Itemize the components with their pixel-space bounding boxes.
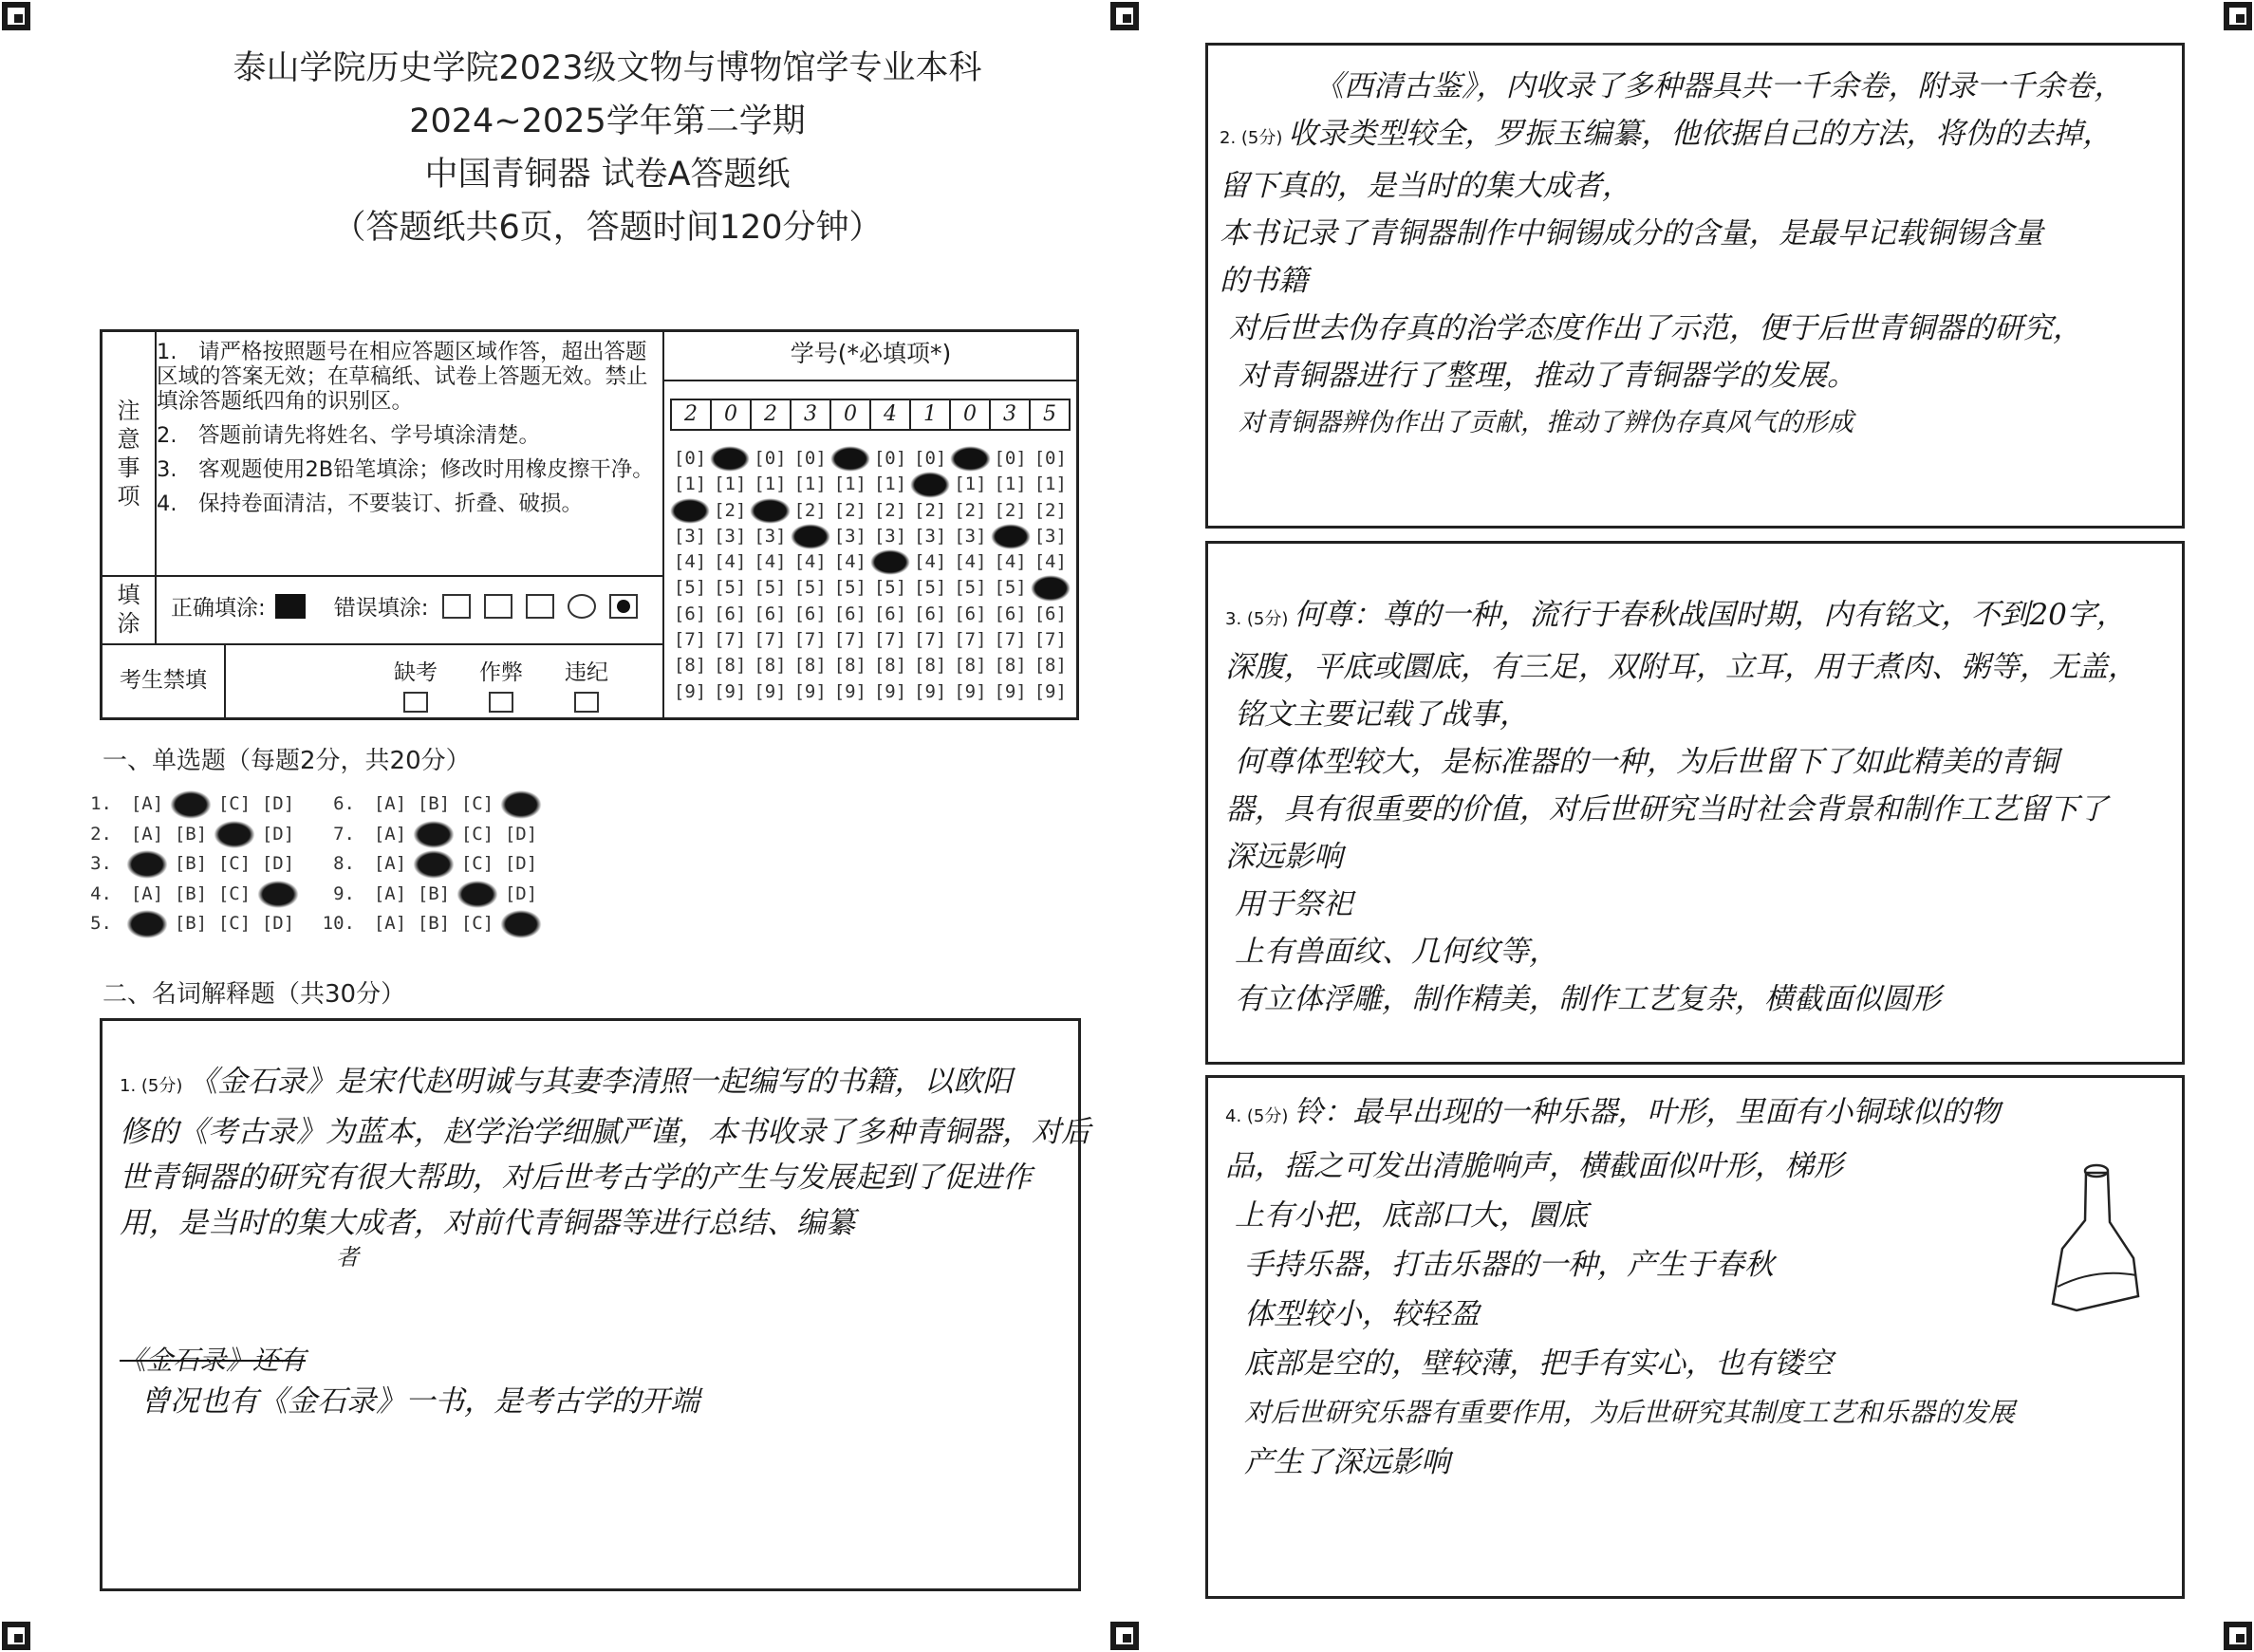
mcq-question [74,789,300,820]
option-bubble[interactable]: [B] [174,853,208,874]
bubble[interactable]: [8] [793,655,827,677]
option-bubble[interactable]: [A] [130,793,164,814]
bubble[interactable]: [3] [754,525,787,547]
filled-option-bubble[interactable] [125,909,169,939]
bubble[interactable]: [4] [714,551,747,573]
filled-bubble[interactable] [991,524,1031,549]
handwritten-line: 何尊：尊的一种，流行于春秋战国时期，内有铭文，不到20字， [1294,598,2126,632]
handwritten-line: 用，是当时的集大成者，对前代青铜器等进行总结、编纂 [120,1206,855,1240]
question-number: 3. [90,853,112,874]
option-bubble[interactable]: [A] [373,882,407,904]
student-id-digit: 2 [750,399,792,431]
filled-bubble[interactable] [791,524,830,549]
fill-label [102,575,157,643]
handwritten-line: 上有兽面纹、几何纹等， [1235,935,1558,969]
filled-bubble[interactable] [1031,575,1071,601]
option-bubble[interactable]: [A] [130,882,164,904]
option-bubble[interactable]: [D] [504,823,538,845]
bubble[interactable]: [9] [954,680,987,702]
bubble-row [670,524,1071,549]
bubble[interactable]: [7] [754,629,787,651]
option-bubble[interactable]: [C] [217,882,251,904]
bubble[interactable]: [1] [1034,473,1067,495]
option-bubble[interactable]: [A] [130,823,164,845]
bubble[interactable]: [8] [873,655,907,677]
bubble[interactable]: [9] [833,680,866,702]
wrong-fill-label: 错误填涂: [333,596,429,621]
answer-box-q2[interactable] [1205,43,2185,529]
option-bubble[interactable]: [C] [217,853,251,874]
notice-item: 1. 请严格按照题号在相应答题区域作答，超出答题区域的答案无效；在草稿纸、试卷上答题无效。禁止填涂答题纸四角的识别区。 [157,340,648,414]
bubble[interactable]: [6] [673,603,707,624]
filled-bubble[interactable] [750,498,790,524]
option-bubble[interactable]: [C] [460,853,494,874]
bubble[interactable]: [2] [994,499,1027,521]
option-bubble[interactable]: [C] [460,793,494,814]
registration-mark-top-right [2224,2,2252,30]
filled-option-bubble[interactable] [169,789,213,820]
header-line-3: 中国青铜器 试卷A答题纸 [424,156,791,194]
struck-text: 《金石录》还有 [120,1345,307,1376]
bubble[interactable]: [4] [793,551,827,573]
fill-label-text: 填涂 [117,582,140,637]
student-id-digit: 4 [869,399,911,431]
answer-box-q1[interactable] [100,1018,1090,1591]
option-bubble[interactable]: [B] [174,913,208,934]
bubble[interactable]: [8] [1034,655,1067,677]
bubble[interactable]: [2] [873,499,907,521]
bubble[interactable]: [9] [673,680,707,702]
question-number: 9. [333,882,355,904]
absent-checkbox[interactable] [403,692,428,713]
mcq-question [74,880,300,910]
violation-field[interactable] [549,655,624,713]
bubble[interactable]: [4] [914,551,947,573]
registration-mark-bottom-left [2,1622,30,1650]
option-bubble[interactable]: [A] [373,793,407,814]
handwritten-line: 产生了深远影响 [1244,1445,1450,1479]
mcq-question [317,909,543,939]
handwritten-line: 修的《考古录》为蓝本，赵学治学细腻严谨，本书收录了多种青铜器，对后 [120,1115,1090,1149]
bubble[interactable]: [5] [754,577,787,599]
bubble[interactable]: [5] [873,577,907,599]
bubble[interactable]: [6] [914,603,947,624]
handwritten-line: 铃：最早出现的一种乐器，叶形，里面有小铜球似的物 [1294,1095,2001,1129]
bubble[interactable]: [4] [1034,551,1067,573]
bubble-row [670,498,1071,524]
option-bubble[interactable]: [D] [504,853,538,874]
bubble[interactable]: [4] [954,551,987,573]
bubble[interactable]: [3] [914,525,947,547]
bubble[interactable]: [5] [994,577,1027,599]
bubble[interactable]: [1] [954,473,987,495]
question-number: 7. [333,823,355,845]
handwritten-line: 《西清古鉴》，内收录了多种器具共一千余卷，附录一千余卷， [1314,69,2124,103]
bubble[interactable]: [9] [714,680,747,702]
registration-mark-top-left [2,2,30,30]
bubble[interactable]: [7] [873,629,907,651]
handwritten-line: 品，摇之可发出清脆响声，横截面似叶形，梯形 [1225,1149,1843,1183]
bubble[interactable]: [3] [954,525,987,547]
absent-label: 缺考 [394,660,438,685]
question-number: 5. [90,913,112,934]
notice-label-text: 注意事项 [117,398,140,510]
bubble[interactable]: [9] [914,680,947,702]
bubble[interactable]: [2] [714,499,747,521]
handwritten-line: 对青铜器进行了整理，推动了青铜器学的发展。 [1239,359,1856,393]
cheat-field[interactable] [463,655,539,713]
bubble[interactable]: [4] [994,551,1027,573]
handwritten-line: 器，具有很重要的价值，对后世研究当时社会背景和制作工艺留下了 [1225,792,2108,826]
notice-list [157,340,655,526]
student-id-panel [662,332,1077,717]
filled-bubble[interactable] [910,472,950,497]
question-label: 2. (5分) [1220,128,1283,148]
bubble[interactable]: [4] [754,551,787,573]
header-line-1: 泰山学院历史学院2023级文物与博物馆学专业本科 [233,49,982,87]
bubble[interactable]: [1] [754,473,787,495]
bubble[interactable]: [1] [714,473,747,495]
bubble[interactable]: [2] [914,499,947,521]
bubble[interactable]: [3] [714,525,747,547]
handwritten-line: 留下真的，是当时的集大成者， [1220,169,1631,203]
bubble[interactable]: [8] [914,655,947,677]
notice-item: 4. 保持卷面清洁，不要装订、折叠、破损。 [157,492,583,516]
bubble[interactable]: [6] [793,603,827,624]
absent-field[interactable] [378,655,454,713]
bubble[interactable]: [0] [673,448,707,469]
option-bubble[interactable]: [D] [504,882,538,904]
filled-bubble[interactable] [870,549,910,575]
filled-option-bubble[interactable] [499,909,543,939]
correct-fill-example [275,594,306,619]
bubble[interactable]: [1] [994,473,1027,495]
bubble[interactable]: [7] [673,629,707,651]
bubble[interactable]: [2] [833,499,866,521]
mcq-question [317,880,543,910]
bubble-row [670,679,1071,705]
bubble[interactable]: [8] [714,655,747,677]
question-number: 4. [90,882,112,904]
bubble[interactable]: [0] [1034,448,1067,469]
bubble[interactable]: [0] [914,448,947,469]
student-id-digit: 0 [829,399,871,431]
fill-example-row [171,590,638,622]
student-id-digit: 3 [790,399,831,431]
bubble[interactable]: [4] [833,551,866,573]
student-id-digit: 2 [670,399,712,431]
mcq-question [317,789,543,820]
handwritten-line: 有立体浮雕，制作精美，制作工艺复杂，横截面似圆形 [1235,982,1941,1016]
filled-bubble[interactable] [670,498,710,524]
bubble[interactable]: [6] [954,603,987,624]
bubble-row [670,549,1071,575]
header-line-2: 2024~2025学年第二学期 [409,102,806,140]
bubble[interactable]: [8] [754,655,787,677]
handwritten-line: 深远影响 [1225,840,1343,874]
section-1-title: 一、单选题（每题2分，共20分） [102,747,471,775]
question-number: 6. [333,793,355,814]
registration-mark-bottom-center [1110,1622,1139,1650]
filled-option-bubble[interactable] [456,880,499,910]
option-bubble[interactable]: [B] [174,823,208,845]
student-id-digit: 5 [1029,399,1071,431]
bubble[interactable]: [1] [833,473,866,495]
option-bubble[interactable]: [C] [460,913,494,934]
bubble[interactable]: [6] [994,603,1027,624]
mcq-question [317,849,543,880]
handwritten-line: 收录类型较全，罗振玉编纂，他依据自己的方法，将伪的去掉， [1288,117,2113,151]
handwritten-line: 对后世去伪存真的治学态度作出了示范，便于后世青铜器的研究， [1229,311,2082,345]
mcq-column-2[interactable] [317,789,543,939]
bubble[interactable]: [0] [754,448,787,469]
question-number: 2. [90,823,112,845]
filled-option-bubble[interactable] [125,849,169,880]
bubble[interactable]: [9] [793,680,827,702]
bubble[interactable]: [3] [873,525,907,547]
bubble[interactable]: [7] [914,629,947,651]
bubble[interactable]: [7] [954,629,987,651]
bubble[interactable]: [2] [954,499,987,521]
bubble[interactable]: [2] [793,499,827,521]
correct-fill-label: 正确填涂: [171,596,266,621]
student-id-digit: 1 [909,399,951,431]
notice-item: 3. 客观题使用2B铅笔填涂；修改时用橡皮擦干净。 [157,457,654,482]
option-bubble[interactable]: [D] [261,853,295,874]
student-id-bubble-grid[interactable] [670,446,1071,705]
mcq-question [74,820,300,850]
bubble[interactable]: [3] [673,525,707,547]
registration-mark-bottom-right [2224,1622,2252,1650]
bubble[interactable]: [4] [673,551,707,573]
wrong-fill-example-3 [526,594,554,619]
option-bubble[interactable]: [D] [261,913,295,934]
handwritten-line: 用于祭祀 [1235,887,1352,921]
bubble[interactable]: [7] [994,629,1027,651]
handwritten-line: 对后世研究乐器有重要作用，为后世研究其制度工艺和乐器的发展 [1244,1397,2016,1428]
bubble[interactable]: [7] [1034,629,1067,651]
instruction-block [100,329,1079,720]
handwritten-line: 对青铜器辨伪作出了贡献，推动了辨伪存真风气的形成 [1239,408,1853,437]
bubble[interactable]: [5] [914,577,947,599]
student-id-title: 学号(*必填项*) [664,332,1077,381]
handwritten-line: 的书籍 [1220,264,1308,298]
answer-q3-text [1225,591,2137,1023]
divider [102,575,662,577]
filled-bubble[interactable] [830,446,870,472]
option-bubble[interactable]: [B] [417,913,451,934]
section-2-title: 二、名词解释题（共30分） [102,980,406,1009]
handwritten-line: 深腹，平底或圜底，有三足，双附耳，立耳，用于煮肉、粥等，无盖， [1225,650,2137,684]
violation-checkbox[interactable] [574,692,599,713]
bubble[interactable]: [8] [954,655,987,677]
bubble[interactable]: [6] [1034,603,1067,624]
handwritten-line: 世青铜器的研究有很大帮助，对后世考古学的产生与发展起到了促进作 [120,1160,1032,1195]
bubble[interactable]: [9] [1034,680,1067,702]
filled-option-bubble[interactable] [213,820,256,850]
notice-item: 2. 答题前请先将姓名、学号填涂清楚。 [157,423,540,448]
answer-q4-text [1225,1087,2015,1487]
question-label: 4. (5分) [1225,1106,1289,1126]
option-bubble[interactable]: [A] [373,853,407,874]
bubble[interactable]: [5] [673,577,707,599]
header-line-4: （答题纸共6页，答题时间120分钟） [332,209,883,247]
mcq-question [74,909,300,939]
bubble[interactable]: [5] [833,577,866,599]
wrong-fill-example-1 [442,594,471,619]
bubble[interactable]: [8] [833,655,866,677]
bubble[interactable]: [7] [833,629,866,651]
bubble[interactable]: [6] [873,603,907,624]
question-number: 10. [322,913,355,934]
mcq-question [74,849,300,880]
handwritten-line: 上有小把，底部口大，圜底 [1235,1198,1588,1233]
option-bubble[interactable]: [D] [261,793,295,814]
violation-label: 违纪 [565,660,608,685]
option-bubble[interactable]: [B] [417,882,451,904]
bubble[interactable]: [9] [994,680,1027,702]
bubble[interactable]: [0] [994,448,1027,469]
bubble[interactable]: [3] [1034,525,1067,547]
bubble-row [670,575,1071,601]
filled-option-bubble[interactable] [412,820,456,850]
bubble[interactable]: [7] [793,629,827,651]
option-bubble[interactable]: [C] [217,913,251,934]
option-bubble[interactable]: [C] [217,793,251,814]
bubble-row [670,627,1071,653]
bubble[interactable]: [2] [1034,499,1067,521]
bubble[interactable]: [0] [873,448,907,469]
option-bubble[interactable]: [A] [373,823,407,845]
filled-option-bubble[interactable] [499,789,543,820]
notice-label [102,332,157,575]
bubble[interactable]: [6] [714,603,747,624]
bubble-row [670,446,1071,472]
question-number: 8. [333,853,355,874]
handwritten-line: 体型较小，较轻盈 [1244,1297,1480,1331]
handwritten-line: 本书记录了青铜器制作中铜锡成分的含量，是最早记载铜锡含量 [1220,216,2043,251]
bubble[interactable]: [1] [673,473,707,495]
handwritten-line: 何尊体型较大，是标准器的一种，为后世留下了如此精美的青铜 [1235,745,2058,779]
bubble-row [670,472,1071,497]
bubble[interactable]: [1] [873,473,907,495]
handwritten-line: 曾况也有《金石录》一书，是考古学的开端 [140,1384,699,1419]
question-label: 1. (5分) [120,1076,183,1096]
exam-header [95,42,1120,254]
bubble[interactable]: [7] [714,629,747,651]
bubble[interactable]: [3] [833,525,866,547]
bubble[interactable]: [9] [873,680,907,702]
answer-box-q4[interactable] [1205,1075,2185,1599]
prohibited-label: 考生禁填 [102,643,226,717]
cheat-label: 作弊 [479,660,523,685]
student-id-digit: 0 [710,399,752,431]
student-id-digit: 0 [949,399,991,431]
cheat-checkbox[interactable] [489,692,513,713]
question-number: 1. [90,793,112,814]
filled-bubble[interactable] [950,446,990,472]
mcq-column-1[interactable] [74,789,300,939]
bubble[interactable]: [5] [714,577,747,599]
handwritten-line: 底部是空的，壁较薄，把手有实心，也有镂空 [1244,1346,1833,1381]
student-id-digits [672,399,1077,431]
answer-q2-text [1220,63,2124,447]
filled-bubble[interactable] [710,446,750,472]
wrong-fill-example-2 [484,594,512,619]
bubble[interactable]: [8] [673,655,707,677]
bubble[interactable]: [8] [994,655,1027,677]
bubble[interactable]: [0] [793,448,827,469]
wrong-fill-example-5 [609,594,638,619]
handwritten-line: 《金石录》是宋代赵明诚与其妻李清照一起编写的书籍，以欧阳 [188,1065,1013,1099]
registration-mark-top-center [1110,2,1139,30]
option-bubble[interactable]: [D] [261,823,295,845]
handwritten-line: 者 [336,1244,359,1271]
bubble[interactable]: [9] [754,680,787,702]
bubble-row [670,653,1071,678]
bubble[interactable]: [5] [793,577,827,599]
bubble[interactable]: [6] [833,603,866,624]
answer-box-q3[interactable] [1205,541,2185,1065]
wrong-fill-example-4 [568,594,596,619]
answer-q1-text [120,1059,1090,1269]
option-bubble[interactable]: [A] [373,913,407,934]
filled-option-bubble[interactable] [412,849,456,880]
handwritten-line: 铭文主要记载了战事， [1235,697,1529,732]
student-id-digit: 3 [989,399,1031,431]
question-label: 3. (5分) [1225,609,1289,629]
bubble-row [670,602,1071,627]
filled-option-bubble[interactable] [256,880,300,910]
bubble[interactable]: [6] [754,603,787,624]
mcq-question [317,820,543,850]
bubble[interactable]: [1] [793,473,827,495]
handwritten-line: 手持乐器，打击乐器的一种，产生于春秋 [1244,1248,1774,1282]
bell-sketch [2043,1154,2148,1325]
option-bubble[interactable]: [C] [460,823,494,845]
option-bubble[interactable]: [B] [174,882,208,904]
bubble[interactable]: [5] [954,577,987,599]
option-bubble[interactable]: [B] [417,793,451,814]
